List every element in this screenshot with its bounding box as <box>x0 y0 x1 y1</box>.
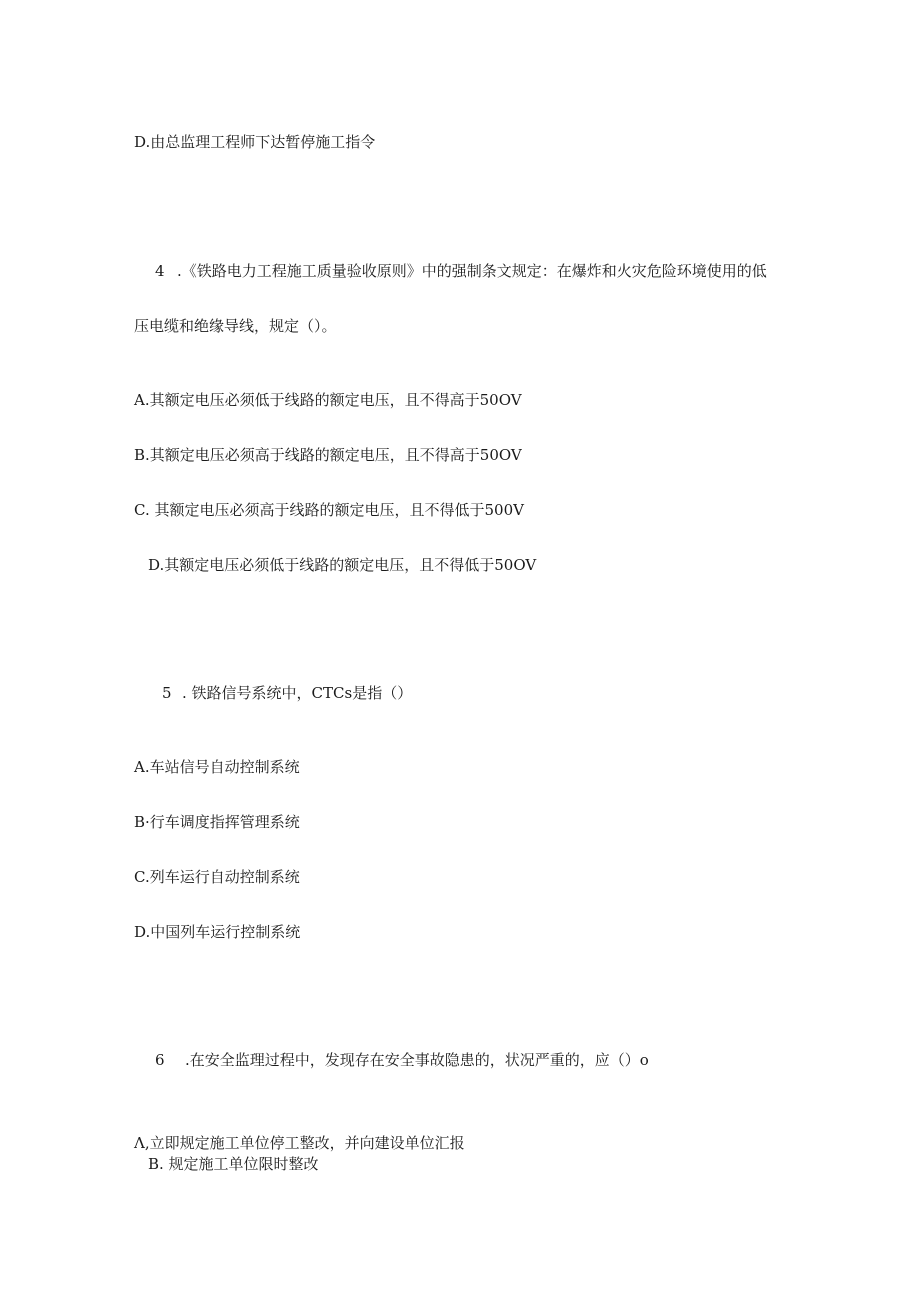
question-4-stem-line1 <box>155 261 767 281</box>
question-6-option-a: Λ,立即规定施工单位停工整改，并向建设单位汇报 <box>134 1134 465 1152</box>
question-4-stem-line2: 压电缆和绝缘导线，规定（）。 <box>134 317 337 335</box>
question-5-number: 5 <box>162 684 172 702</box>
question-4-number: 4 <box>155 262 165 280</box>
question-5-option-b: B·行车调度指挥管理系统 <box>134 813 300 831</box>
question-4-stem-text: .《铁路电力工程施工质量验收原则》中的强制条文规定：在爆炸和火灾危险环境使用的低 <box>177 262 767 280</box>
question-4-option-d: D.其额定电压必须低于线路的额定电压，且不得低于50OV <box>148 556 537 574</box>
question-4-option-b: B.其额定电压必须高于线路的额定电压，且不得高于50OV <box>134 446 522 464</box>
question-4-option-c: C. 其额定电压必须高于线路的额定电压，且不得低于500V <box>134 501 524 519</box>
question-4-option-a: A.其额定电压必须低于线路的额定电压，且不得高于50OV <box>134 391 522 409</box>
question-5-stem-text: . 铁路信号系统中，CTCs是指（） <box>182 684 413 702</box>
question-5-option-c: C.列车运行自动控制系统 <box>134 868 300 886</box>
question-6-stem <box>155 1050 649 1070</box>
question-6-option-b: B. 规定施工单位限时整改 <box>148 1155 319 1173</box>
question-5-option-d: D.中国列车运行控制系统 <box>134 923 301 941</box>
prev-option-d: D.由总监理工程师下达暂停施工指令 <box>134 133 376 151</box>
question-6-stem-text: .在安全监理过程中，发现存在安全事故隐患的，状况严重的，应（）o <box>185 1051 649 1069</box>
question-5-option-a: A.车站信号自动控制系统 <box>134 758 300 776</box>
question-6-number: 6 <box>155 1051 165 1069</box>
question-5-stem <box>162 683 412 703</box>
